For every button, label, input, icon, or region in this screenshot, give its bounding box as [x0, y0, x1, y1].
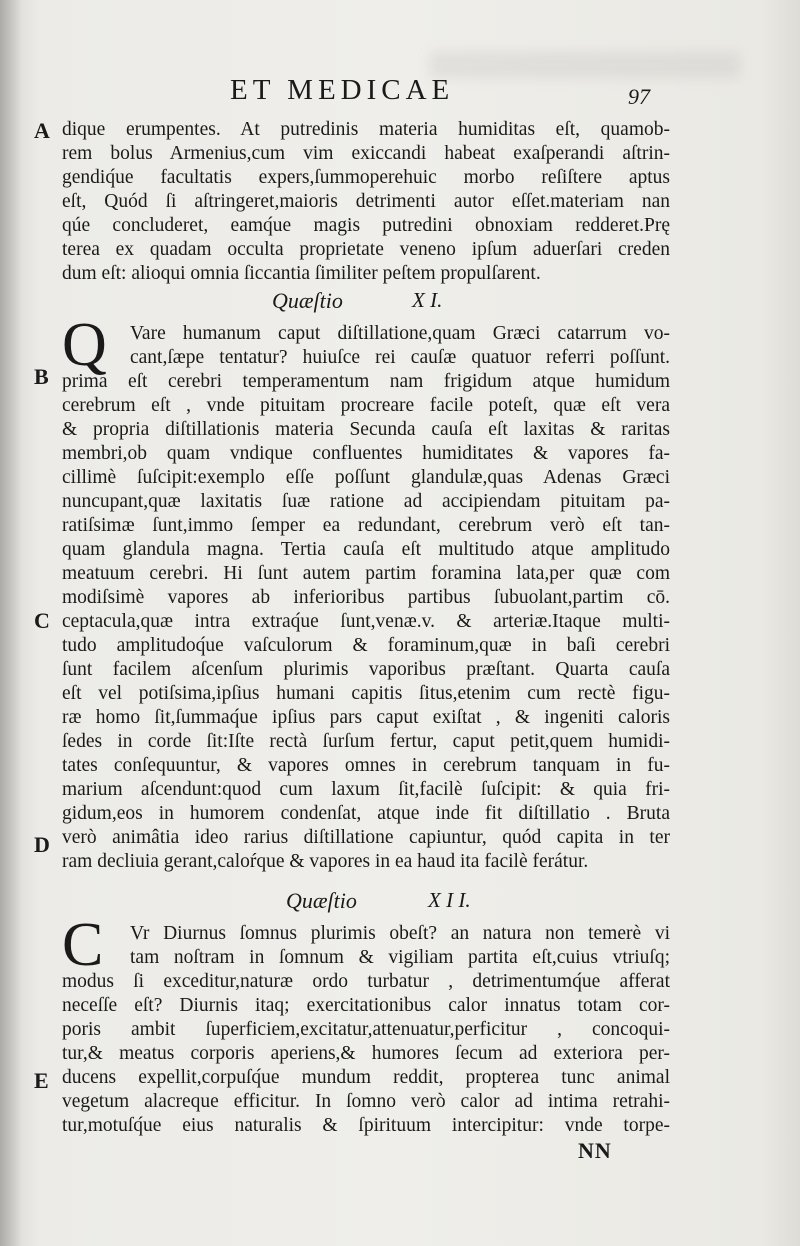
question-label: Quæſtio	[272, 288, 343, 313]
text-line: eſt vel potiſsima,ipſius humani capitis ſitus,etenim cum rectè figu-	[62, 683, 670, 704]
text-line: ræ homo ſit,ſummaq́ue ipſius pars caput exiſtat , & ingeniti caloris	[62, 707, 670, 728]
text-line: neceſſe eſt? Diurnis itaq; exercitationibus calor innatus totam cor-	[62, 995, 670, 1016]
text-line: eſt, Quód ſi aſtringeret,maioris detrimenti autor eſſet.materiam nan	[62, 191, 670, 212]
text-line: poris ambit ſuperficiem,excitatur,attenuatur,perficitur , concoqui-	[62, 1019, 670, 1040]
text-line: ram decliuia gerant,caloŕque & vapores in ea haud ita facilè ferátur.	[62, 851, 589, 872]
text-line: marium aſcendunt:quod cum laxum ſit,facilè ſuſcipit: & quia fri-	[62, 779, 670, 800]
text-line: tur,& meatus corporis aperiens,& humores ſecum ad exteriora per-	[62, 1043, 670, 1064]
text-line: quam glandula magna. Tertia cauſa eſt multitudo atque amplitudo	[62, 539, 670, 560]
text-line: gendiq́ue facultatis expers,ſummoperehuic morbo reſiſtere aptus	[62, 167, 670, 188]
question-label: Quæſtio	[286, 888, 357, 913]
text-line: vegetum alacreque efficitur. In ſomno verò calor ad intima retrahi-	[62, 1091, 670, 1112]
running-head	[0, 70, 800, 110]
text-line: & propria diſtillationis materia Secunda cauſa eſt laxitas & raritas	[62, 419, 670, 440]
text-line: qúe concluderet, eamq́ue magis putredini obnoxiam redderet.Prę	[62, 215, 670, 236]
text-line: modiſsimè vapores ab inferioribus partibus ſubuolant,partim cō.	[62, 587, 670, 608]
margin-letter-d: D	[34, 832, 50, 857]
text-line: tam noſtram in ſomnum & vigiliam partita eſt,cuius vtriuſq;	[130, 947, 670, 968]
text-line: cant,ſæpe tentatur? huiuſce rei cauſæ quatuor referri poſſunt.	[130, 347, 670, 368]
signature-mark: NN	[578, 1138, 612, 1163]
text-line: nuncupant,quæ laxitatis ſuæ ratione ad accipiendam pituitam pa-	[62, 491, 670, 512]
text-line: gidum,eos in humorem condenſat, atque inde fit diſtillatio . Bruta	[62, 803, 670, 824]
text-line: prima eſt cerebri temperamentum nam frigidum atque humidum	[62, 371, 670, 392]
text-line: ſedes in corde ſit:Iſte rectà ſurſum fertur, caput petit,quem humidi-	[62, 731, 670, 752]
text-line: rem bolus Armenius,cum vim exiccandi habeat exaſperandi aſtrin-	[62, 143, 670, 164]
text-line: tates conſequuntur, & vapores omnes in cerebrum tanquam in fu-	[62, 755, 670, 776]
gutter-shadow	[0, 0, 22, 1246]
text-line: terea ex quadam occulta proprietate veneno ipſum aduerſari creden	[62, 239, 670, 260]
margin-letter-e: E	[34, 1068, 49, 1093]
dropcap-q: Q	[62, 311, 107, 379]
text-line: ſunt facilem aſcenſum plurimis vaporibus præſtant. Quarta cauſa	[62, 659, 670, 680]
question-number: X I I.	[428, 888, 471, 912]
margin-letter-a: A	[34, 118, 50, 143]
page-number: 97	[628, 84, 650, 109]
text-line: verò animâtia ideo rarius diſtillatione capiuntur, quód capita in ter	[62, 827, 670, 848]
dropcap-c: C	[62, 911, 104, 979]
text-line: tudo amplitudoq́ue vaſculorum & foraminum,quæ in baſi cerebri	[62, 635, 670, 656]
text-line: ceptacula,quæ intra extraq́ue ſunt,venæ.v. & arteriæ.Itaque multi-	[62, 611, 670, 632]
question-11-heading	[0, 288, 800, 318]
text-line: meatuum cerebri. Hi ſunt autem partim foramina lata,per quæ com	[62, 563, 670, 584]
text-line: modus ſi exceditur,naturæ ordo turbatur , detrimentumq́ue afferat	[62, 971, 670, 992]
text-line: membri,ob quam vndique confluentes humiditates & vapores fa-	[62, 443, 670, 464]
text-line: tur,motuſq́ue eius naturalis & ſpirituum intercipitur: vnde torpe-	[62, 1115, 670, 1136]
text-line: ducens expellit,corpuſq́ue mundum reddit, propterea tunc animal	[62, 1067, 670, 1088]
question-12-heading	[0, 888, 800, 918]
text-line: Vare humanum caput diſtillatione,quam Græci catarrum vo-	[130, 323, 670, 344]
text-line: dum eſt: alioqui omnia ſiccantia ſimiliter peſtem propulſarent.	[62, 263, 541, 284]
text-line: dique erumpentes. At putredinis materia humiditas eſt, quamob-	[62, 119, 670, 140]
text-line: Vr Diurnus ſomnus plurimis obeſt? an natura non temerè vi	[130, 923, 670, 944]
text-line: cillimè ſuſcipit:exemplo eſſe poſſunt glandulæ,quas Adenas Græci	[62, 467, 670, 488]
running-title: ET MEDICAE	[230, 74, 455, 106]
margin-letter-b: B	[34, 364, 49, 389]
question-number: X I.	[412, 288, 443, 312]
text-line: cerebrum eſt , vnde pituitam procreare facile poteſt, quæ eſt vera	[62, 395, 670, 416]
text-line: ratiſsimæ ſunt,immo ſemper ea redundant, cerebrum verò eſt tan-	[62, 515, 670, 536]
margin-letter-c: C	[34, 608, 50, 633]
